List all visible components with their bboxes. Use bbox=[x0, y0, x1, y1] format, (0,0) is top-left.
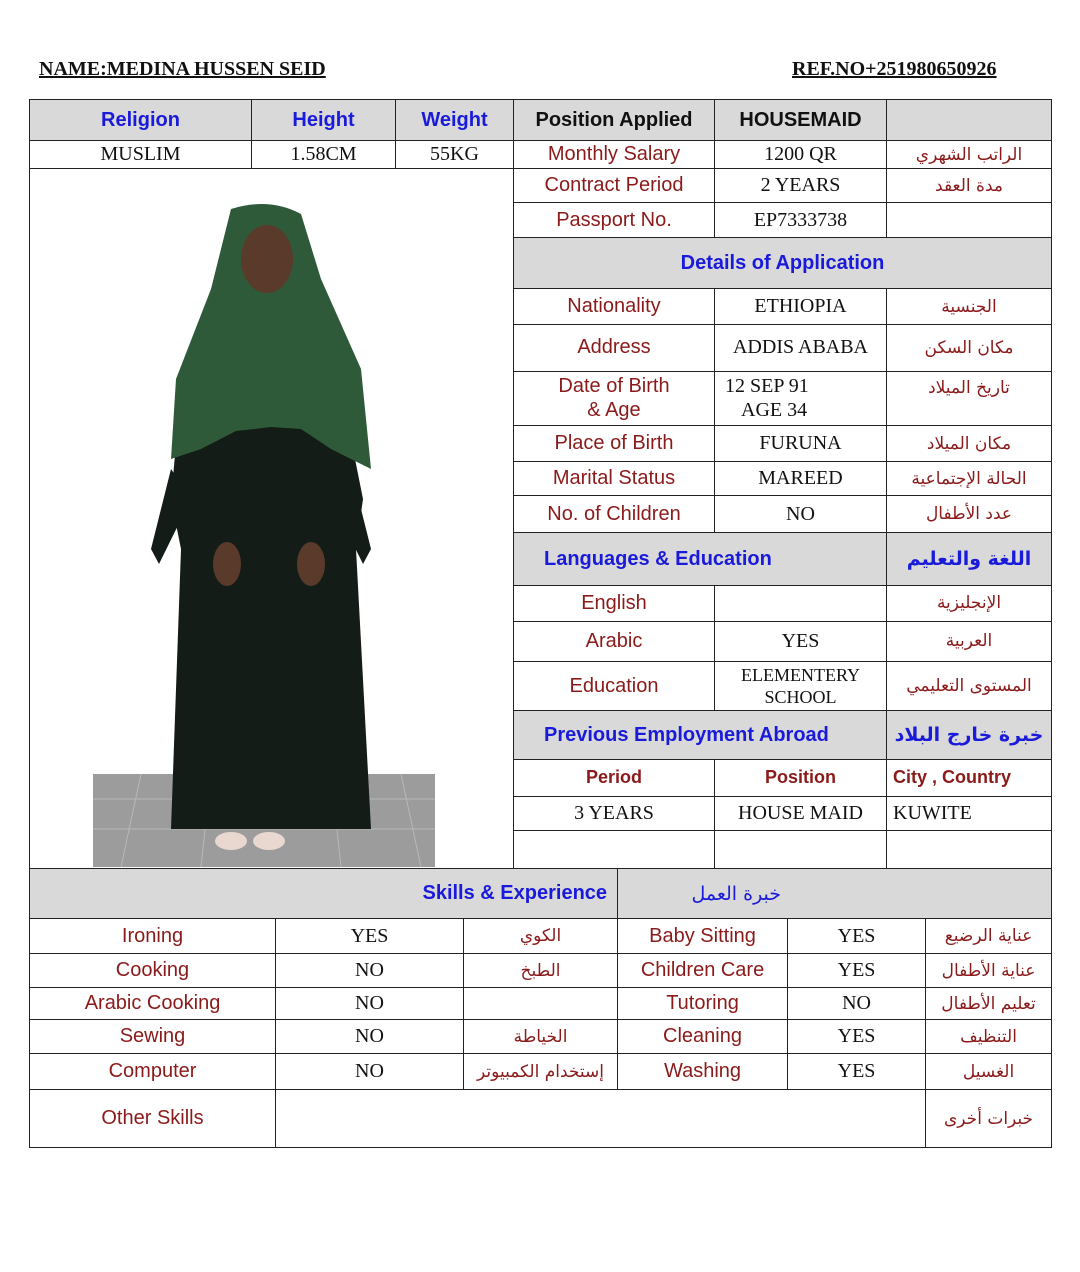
position-label: Position bbox=[715, 760, 887, 796]
education-value bbox=[715, 661, 887, 710]
weight-label: Weight bbox=[396, 100, 514, 141]
other-skills-label: Other Skills bbox=[30, 1090, 276, 1148]
skill-left-value: NO bbox=[276, 954, 464, 988]
languages-title-ar: اللغة والتعليم bbox=[887, 533, 1052, 585]
religion-label: Religion bbox=[30, 100, 252, 141]
salary-value: 1200 QR bbox=[715, 141, 887, 169]
education-line1: ELEMENTERY bbox=[741, 665, 860, 686]
candidate-name: NAME:MEDINA HUSSEN SEID bbox=[39, 58, 326, 80]
marital-value: MAREED bbox=[715, 462, 887, 496]
address-label: Address bbox=[514, 324, 715, 371]
dob-ar: تاريخ الميلاد bbox=[887, 371, 1052, 425]
position-applied-label: Position Applied bbox=[514, 100, 715, 141]
english-ar: الإنجليزية bbox=[887, 585, 1052, 621]
contract-ar: مدة العقد bbox=[887, 169, 1052, 203]
salary-ar: الراتب الشهري bbox=[887, 141, 1052, 169]
arabic-ar: العربية bbox=[887, 621, 1052, 661]
skill-left-value: NO bbox=[276, 988, 464, 1020]
period-value: 3 YEARS bbox=[514, 796, 715, 830]
skill-right-ar: التنظيف bbox=[926, 1020, 1052, 1054]
passport-ar bbox=[887, 203, 1052, 238]
skill-right-ar: تعليم الأطفال bbox=[926, 988, 1052, 1020]
skill-left-ar: الخياطة bbox=[464, 1020, 618, 1054]
skill-left-label: Ironing bbox=[30, 919, 276, 954]
position-applied-value: HOUSEMAID bbox=[715, 100, 887, 141]
skill-row bbox=[30, 1020, 1052, 1054]
marital-label: Marital Status bbox=[514, 462, 715, 496]
dob-label-line2: & Age bbox=[587, 399, 641, 422]
skill-left-ar: إستخدام الكمبيوتر bbox=[464, 1054, 618, 1090]
children-label: No. of Children bbox=[514, 496, 715, 533]
skill-row bbox=[30, 1054, 1052, 1090]
skills-title-ar: خبرة العمل bbox=[618, 869, 1052, 919]
skill-right-value: YES bbox=[788, 1054, 926, 1090]
arabic-value: YES bbox=[715, 621, 887, 661]
skill-right-label: Cleaning bbox=[618, 1020, 788, 1054]
position-empty bbox=[715, 830, 887, 872]
candidate-photo bbox=[30, 169, 513, 872]
skill-left-value: YES bbox=[276, 919, 464, 954]
skill-right-ar: عناية الرضيع bbox=[926, 919, 1052, 954]
languages-title: Languages & Education bbox=[514, 533, 887, 585]
skill-row bbox=[30, 954, 1052, 988]
city-country-value: KUWITE bbox=[887, 796, 1052, 830]
skill-left-label: Sewing bbox=[30, 1020, 276, 1054]
skill-right-label: Baby Sitting bbox=[618, 919, 788, 954]
photo-cell bbox=[30, 169, 514, 873]
religion-value: MUSLIM bbox=[30, 141, 252, 169]
skill-row bbox=[30, 988, 1052, 1020]
skill-right-value: NO bbox=[788, 988, 926, 1020]
children-ar: عدد الأطفال bbox=[887, 496, 1052, 533]
skill-right-label: Children Care bbox=[618, 954, 788, 988]
skill-right-ar: الغسيل bbox=[926, 1054, 1052, 1090]
skill-left-label: Arabic Cooking bbox=[30, 988, 276, 1020]
pob-value: FURUNA bbox=[715, 426, 887, 462]
skills-title: Skills & Experience bbox=[30, 869, 618, 919]
dob-value bbox=[715, 371, 887, 425]
nationality-ar: الجنسية bbox=[887, 289, 1052, 324]
pob-ar: مكان الميلاد bbox=[887, 426, 1052, 462]
education-ar: المستوى التعليمي bbox=[887, 661, 1052, 710]
employment-title-ar: خبرة خارج البلاد bbox=[887, 711, 1052, 760]
period-label: Period bbox=[514, 760, 715, 796]
address-ar: مكان السكن bbox=[887, 324, 1052, 371]
other-skills-value bbox=[276, 1090, 926, 1148]
employment-title: Previous Employment Abroad bbox=[514, 711, 887, 760]
city-country-label: City , Country bbox=[887, 760, 1052, 796]
reference-number: REF.NO+251980650926 bbox=[792, 58, 997, 80]
skill-right-label: Tutoring bbox=[618, 988, 788, 1020]
english-label: English bbox=[514, 585, 715, 621]
skill-left-ar: الطبخ bbox=[464, 954, 618, 988]
skill-right-ar: عناية الأطفال bbox=[926, 954, 1052, 988]
dob-label-line1: Date of Birth bbox=[558, 375, 670, 398]
other-skills-ar: خبرات أخرى bbox=[926, 1090, 1052, 1148]
skill-left-value: NO bbox=[276, 1020, 464, 1054]
height-label: Height bbox=[252, 100, 396, 141]
employment-position-value: HOUSE MAID bbox=[715, 796, 887, 830]
skill-left-label: Cooking bbox=[30, 954, 276, 988]
contract-label: Contract Period bbox=[514, 169, 715, 203]
nationality-label: Nationality bbox=[514, 289, 715, 324]
profile-table bbox=[29, 99, 1052, 873]
marital-ar: الحالة الإجتماعية bbox=[887, 462, 1052, 496]
passport-label: Passport No. bbox=[514, 203, 715, 238]
candidate-photo-image bbox=[31, 169, 513, 867]
arabic-label: Arabic bbox=[514, 621, 715, 661]
education-label: Education bbox=[514, 661, 715, 710]
salary-label: Monthly Salary bbox=[514, 141, 715, 169]
address-value: ADDIS ABABA bbox=[715, 324, 887, 371]
passport-value: EP7333738 bbox=[715, 203, 887, 238]
english-value bbox=[715, 585, 887, 621]
contract-value: 2 YEARS bbox=[715, 169, 887, 203]
city-empty bbox=[887, 830, 1052, 872]
skill-row bbox=[30, 919, 1052, 954]
skill-right-value: YES bbox=[788, 954, 926, 988]
skills-table bbox=[29, 868, 1052, 1148]
skill-left-ar: الكوي bbox=[464, 919, 618, 954]
children-value: NO bbox=[715, 496, 887, 533]
weight-value: 55KG bbox=[396, 141, 514, 169]
skill-right-label: Washing bbox=[618, 1054, 788, 1090]
dob-date: 12 SEP 91 bbox=[725, 375, 809, 398]
dob-label bbox=[514, 371, 715, 425]
skill-left-label: Computer bbox=[30, 1054, 276, 1090]
skill-left-ar bbox=[464, 988, 618, 1020]
skill-right-value: YES bbox=[788, 1020, 926, 1054]
education-line2: SCHOOL bbox=[764, 687, 837, 708]
period-empty bbox=[514, 830, 715, 872]
skill-right-value: YES bbox=[788, 919, 926, 954]
pob-label: Place of Birth bbox=[514, 426, 715, 462]
nationality-value: ETHIOPIA bbox=[715, 289, 887, 324]
position-applied-ar bbox=[887, 100, 1052, 141]
height-value: 1.58CM bbox=[252, 141, 396, 169]
age-value: AGE 34 bbox=[741, 399, 808, 422]
details-title: Details of Application bbox=[514, 238, 1052, 289]
skill-left-value: NO bbox=[276, 1054, 464, 1090]
